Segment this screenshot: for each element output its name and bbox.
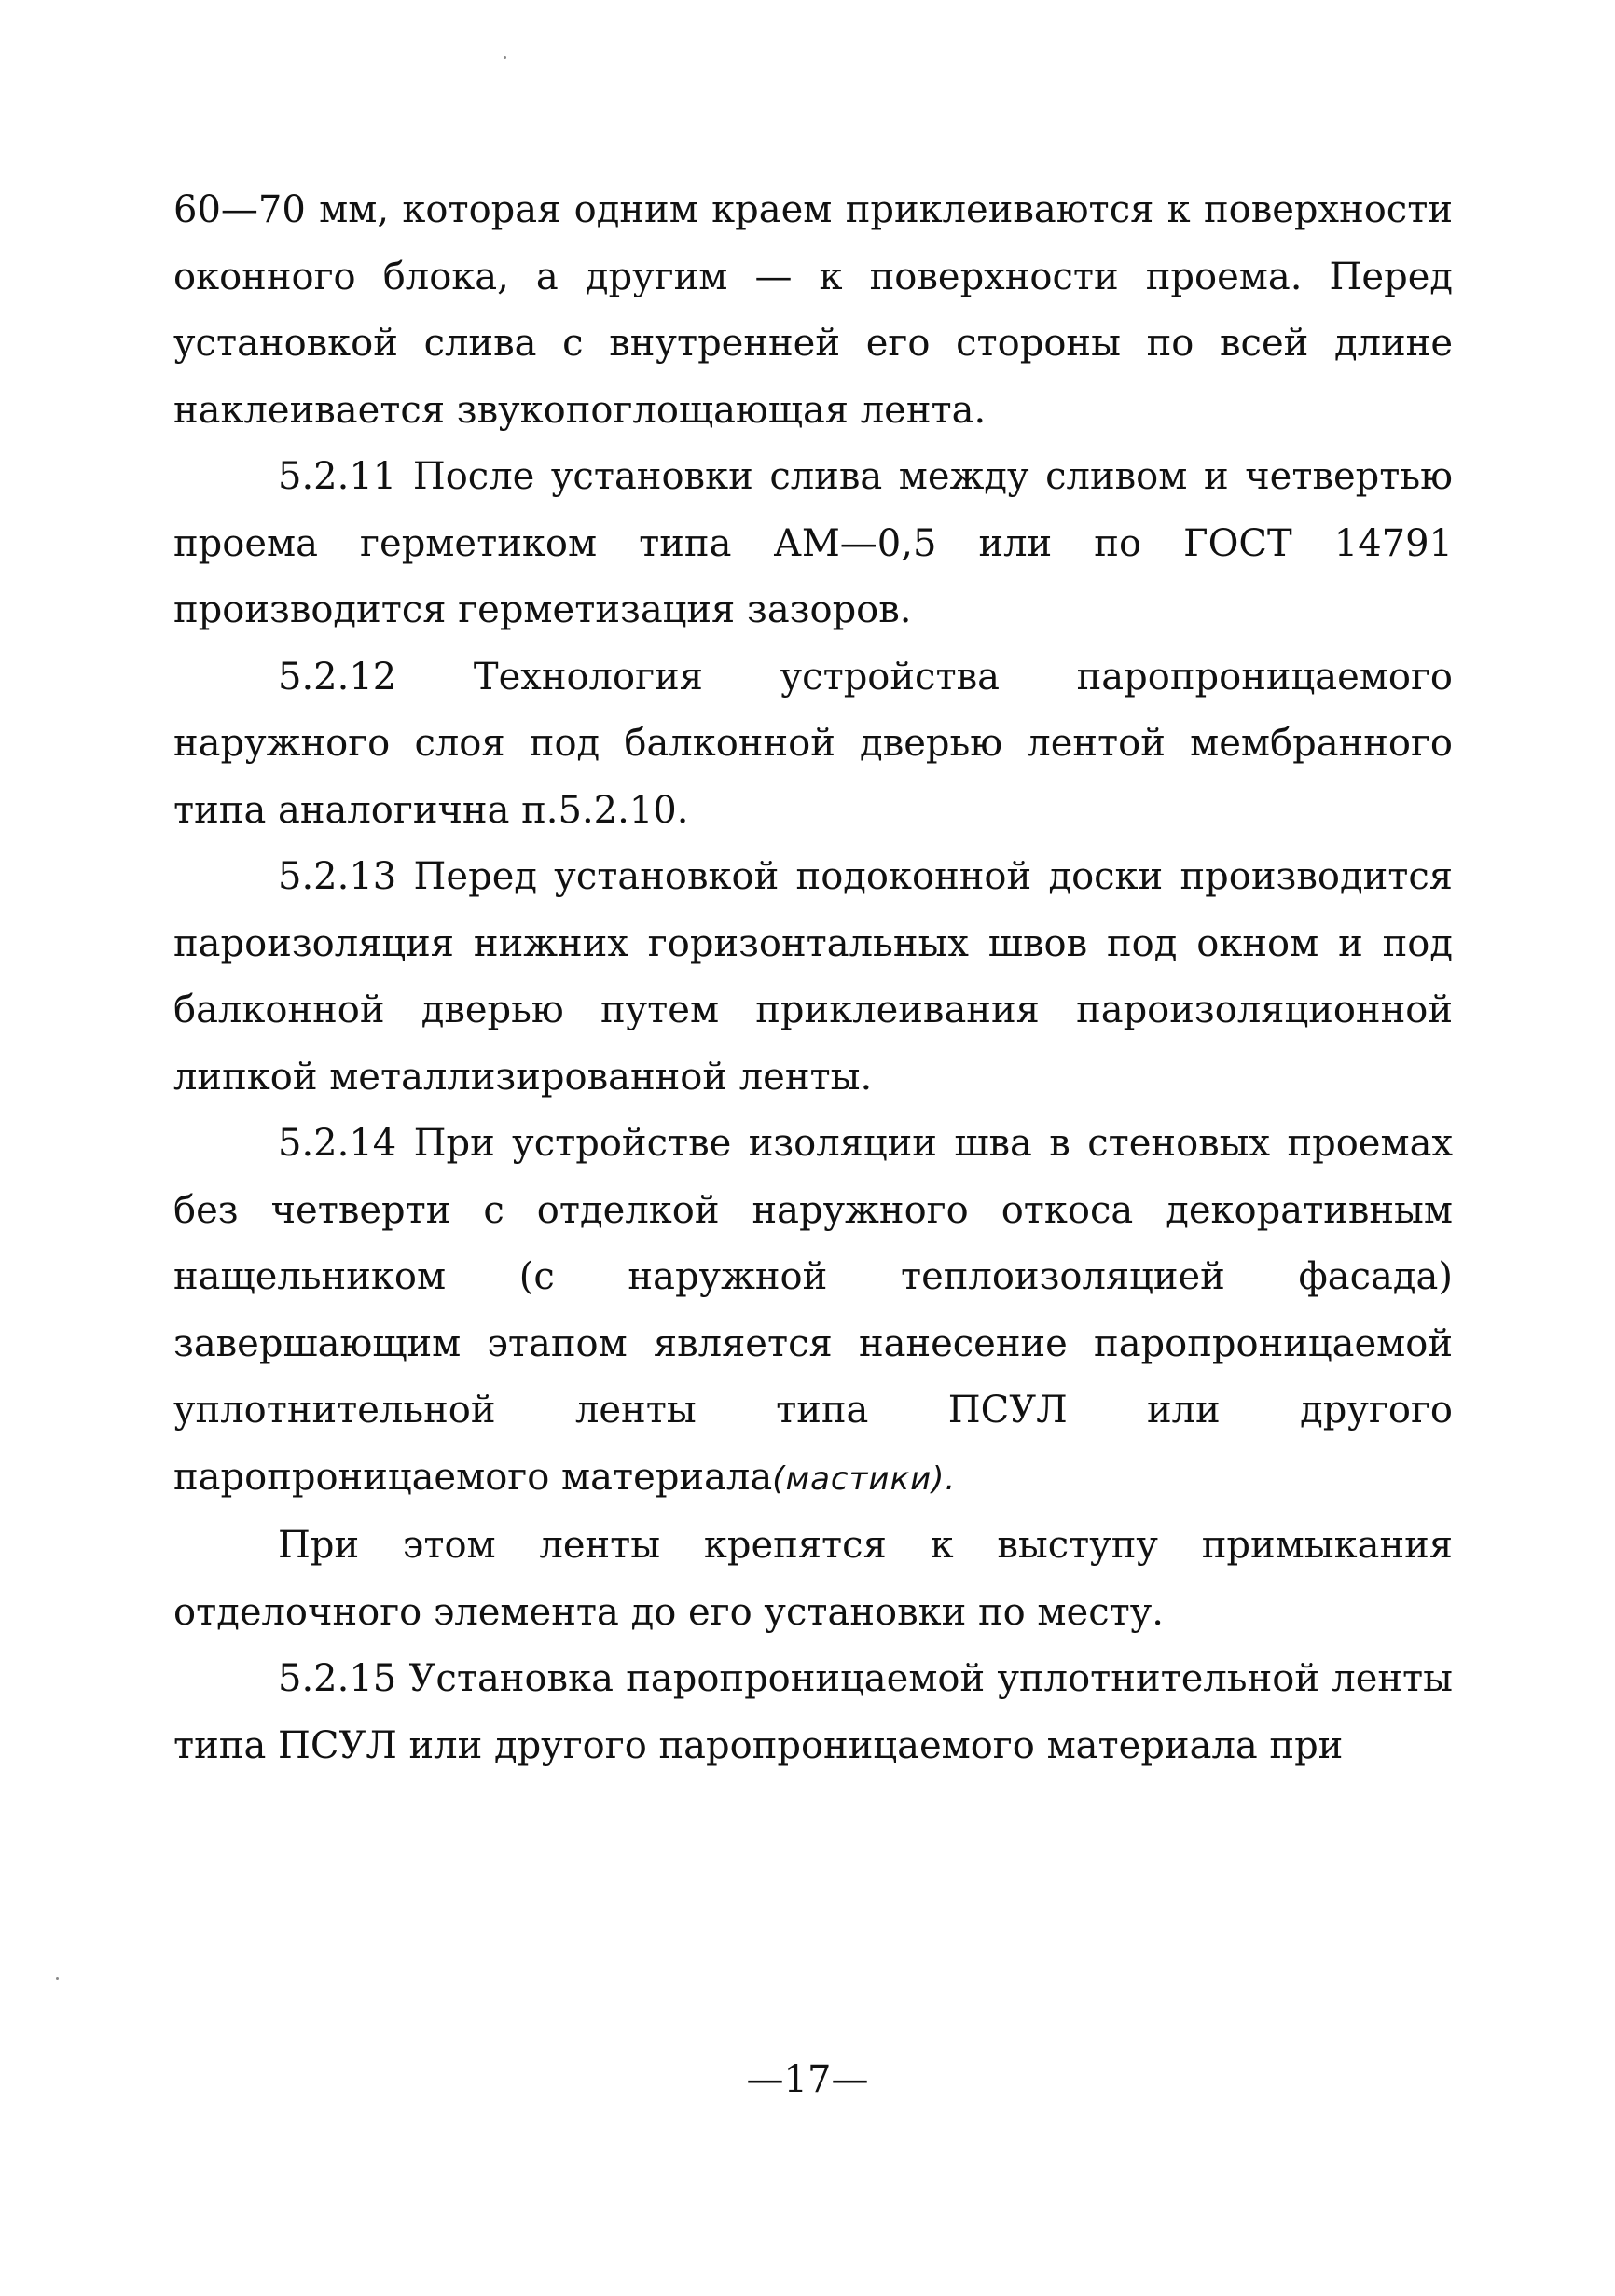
scan-speck bbox=[504, 56, 506, 59]
paragraph-continuation: 60—70 мм, которая одним краем приклеиваются к поверхности оконного блока, а другим — к поверхности проема. Перед установкой слива с внутренней его стороны по всей длине наклеивается звукопоглощающая лента. bbox=[173, 188, 1453, 432]
paragraph-5-2-11: 5.2.11 После установки слива между сливом и четвертью проема герметиком типа АМ—0,5 или по ГОСТ 14791 производится герметизация зазоров. bbox=[173, 455, 1453, 631]
paragraph-5-2-14-note: При этом ленты крепятся к выступу примыкания отделочного элемента до его установки по месту. bbox=[173, 1524, 1453, 1634]
paragraph-5-2-12: 5.2.12 Технология устройства паропроницаемого наружного слоя под балконной дверью лентой мембранного типа аналогична п.5.2.10. bbox=[173, 655, 1453, 832]
paragraph-5-2-14 bbox=[173, 1111, 1453, 1513]
paragraph-5-2-14-text: 5.2.14 При устройстве изоляции шва в стеновых проемах без четверти с отделкой наружного откоса декоративным нащельником (с наружной теплоизоляцией фасада) завершающим этапом является нанесение паропроницаемой уплотнительной ленты типа ПСУЛ или другого паропроницаемого материала bbox=[173, 1122, 1453, 1499]
scan-speck bbox=[56, 1977, 59, 1980]
handwritten-note: (мастики). bbox=[772, 1459, 957, 1498]
body-text bbox=[173, 177, 1453, 1779]
page-number: —17— bbox=[746, 2058, 869, 2101]
paragraph-5-2-13: 5.2.13 Перед установкой подоконной доски производится пароизоляция нижних горизонтальных швов под окном и под балконной дверью путем приклеивания пароизоляционной липкой металлизированной ленты. bbox=[173, 855, 1453, 1099]
paragraph-5-2-15: 5.2.15 Установка паропроницаемой уплотнительной ленты типа ПСУЛ или другого паропроницаемого материала при bbox=[173, 1657, 1453, 1767]
